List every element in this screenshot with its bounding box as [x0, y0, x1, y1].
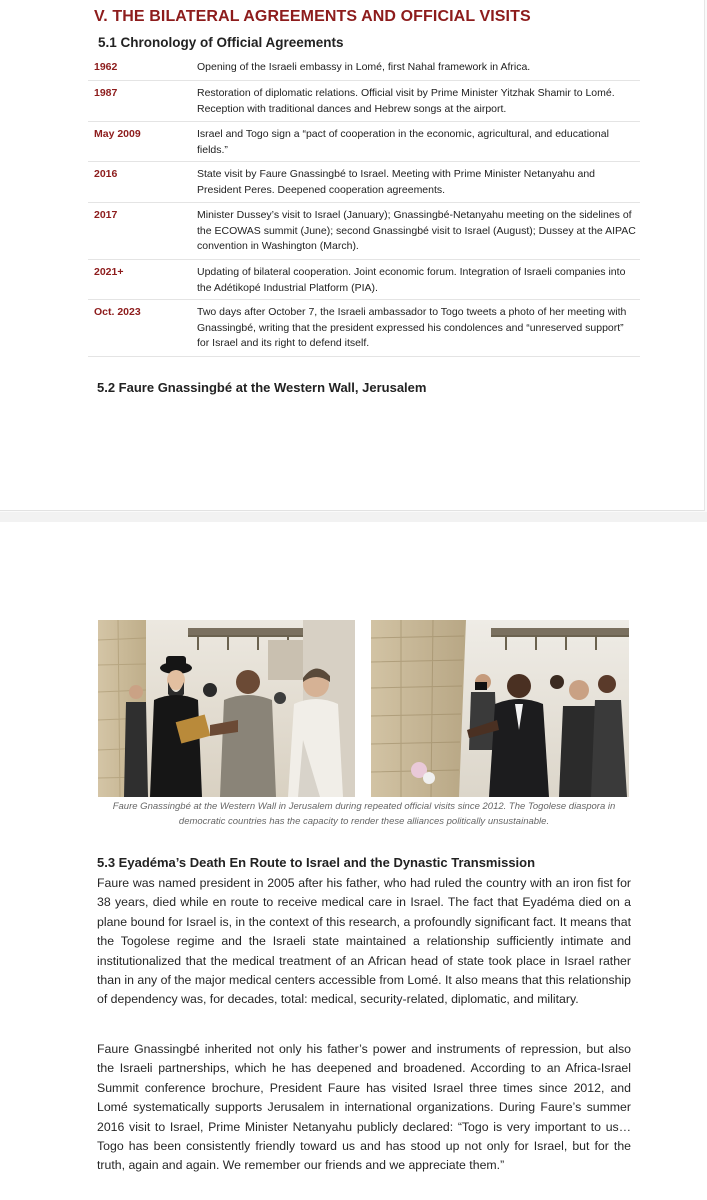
chronology-year: 2016 — [94, 168, 118, 180]
chronology-text: State visit by Faure Gnassingbé to Israel. Meeting with Prime Minister Netanyahu and President Peres. Deepened cooperation agreements. — [197, 168, 596, 196]
chronology-row — [88, 162, 640, 203]
chronology-row — [88, 122, 640, 162]
chronology-row — [88, 203, 640, 260]
death-section-title: 5.3 Eyadéma’s Death En Route to Israel and the Dynastic Transmission — [97, 855, 536, 870]
chronology-text: Israel and Togo sign a “pact of cooperation in the economic, agricultural, and educational fields.” — [197, 128, 609, 156]
body-paragraph: Faure Gnassingbé inherited not only his father’s power and instruments of repression, but also the Israeli partnerships, which he has deepened and broadened. According to an Africa-Israel Summit conference brochure, President Faure has visited Israel three times since 2012, and Lomé systematically supports Jerusalem in international organizations. During Faure’s summer 2016 visit to Israel, Prime Minister Netanyahu publicly declared: “Togo is very important to us… Togo has been consistently friendly toward us and has stood up not only for Israel, but for the truth, again and again. We remember our friends and we appreciate them.” — [97, 1042, 631, 1173]
page-gap — [0, 512, 707, 522]
western-wall-photo-right — [371, 620, 629, 797]
western-wall-photo-left — [98, 620, 355, 797]
chronology-year: 2017 — [94, 209, 118, 221]
chronology-text: Two days after October 7, the Israeli ambassador to Togo tweets a photo of her meeting with Gnassingbé, writing that the president expressed his condolences and “unreserved support” for Israel and its right to defend itself. — [197, 306, 627, 349]
chronology-text: Restoration of diplomatic relations. Official visit by Prime Minister Yitzhak Shamir to Lomé. Reception with traditional dances and Hebrew songs at the airport. — [197, 87, 615, 115]
photo-illustration — [98, 620, 355, 797]
chronology-text: Opening of the Israeli embassy in Lomé, first Nahal framework in Africa. — [197, 61, 531, 73]
chronology-row — [88, 81, 640, 122]
chronology-year: May 2009 — [94, 128, 141, 140]
chronology-row — [88, 300, 640, 357]
photo-illustration — [371, 620, 629, 797]
chronology-year: 1962 — [94, 61, 118, 73]
section-title: V. THE BILATERAL AGREEMENTS AND OFFICIAL VISITS — [94, 8, 531, 25]
chronology-year: 2021+ — [94, 266, 124, 278]
chronology-text: Updating of bilateral cooperation. Joint economic forum. Integration of Israeli companies into the Adétikopé Industrial Platform (PIA). — [197, 266, 626, 294]
chronology-row — [88, 55, 640, 81]
western-wall-title: 5.2 Faure Gnassingbé at the Western Wall, Jerusalem — [97, 380, 427, 395]
chronology-title: 5.1 Chronology of Official Agreements — [98, 35, 344, 50]
chronology-table — [88, 55, 640, 357]
chronology-year: Oct. 2023 — [94, 306, 141, 318]
photo-caption: Faure Gnassingbé at the Western Wall in Jerusalem during repeated official visits since 2012. The Togolese diaspora in democratic countries has the capacity to render these alliances politically unsustainable. — [112, 801, 616, 827]
body-paragraph: Faure was named president in 2005 after his father, who had ruled the country with an iron fist for 38 years, died while en route to receive medical care in Israel. The fact that Eyadéma died on a plane bound for Israel is, in the context of this research, a profoundly significant fact. It means that the Togolese regime and the Israeli state maintained a relationship sufficiently intimate and institutionalized that the medical treatment of an African head of state took place in Israel rather than in any of the major medical centers accessible from Lomé. It also means that this relationship of dependency was, for decades, total: medical, security-related, diplomatic, and military. — [97, 876, 631, 1007]
chronology-row — [88, 260, 640, 300]
chronology-year: 1987 — [94, 87, 118, 99]
chronology-text: Minister Dussey’s visit to Israel (January); Gnassingbé-Netanyahu meeting on the sidelines of the ECOWAS summit (June); second Gnassingbé visit to Israel (August); Dussey at the AIPAC convention in Washington (March). — [197, 209, 636, 252]
